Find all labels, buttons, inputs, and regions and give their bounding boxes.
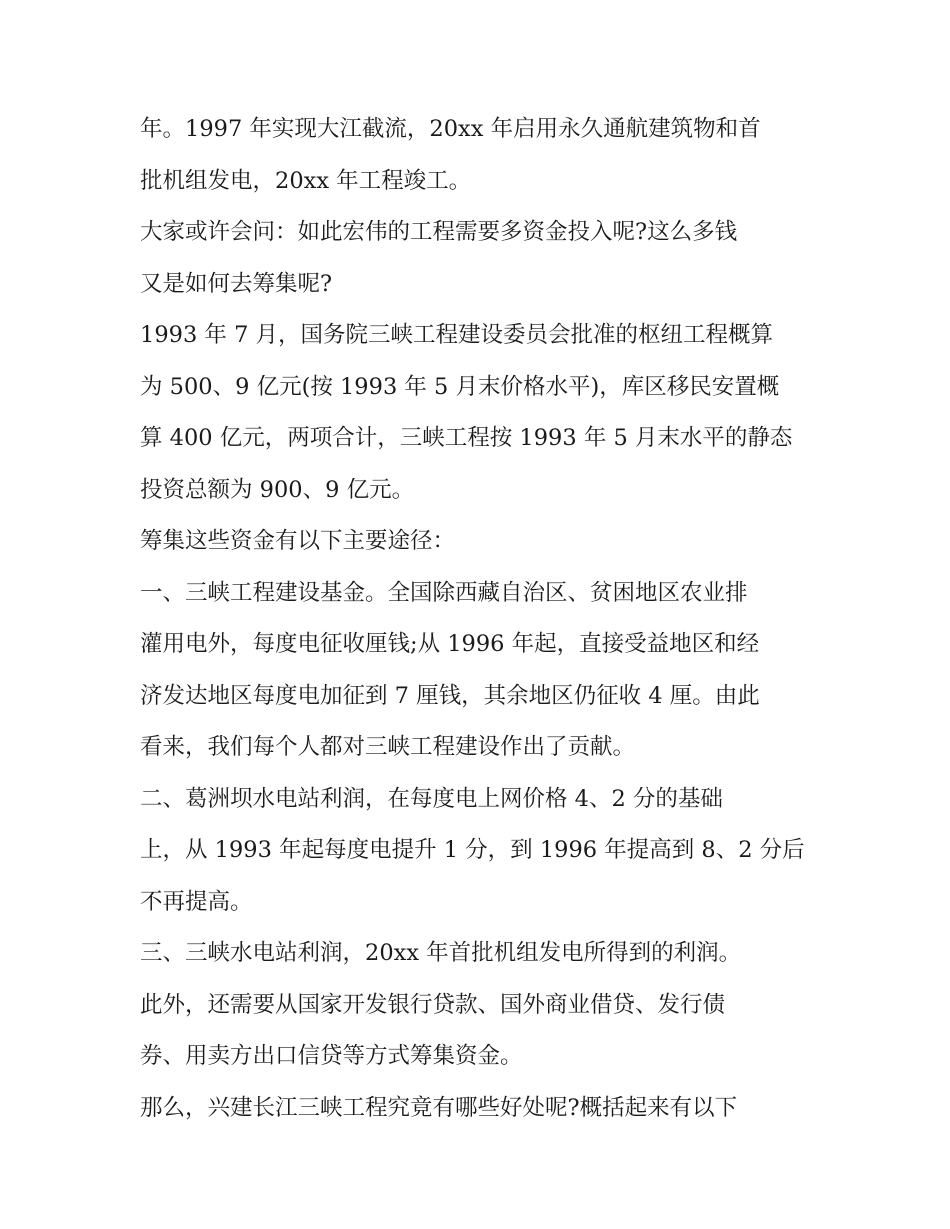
text-line: 大家或许会问：如此宏伟的工程需要多资金投入呢?这么多钱	[140, 219, 738, 245]
text-line: 又是如何去筹集呢?	[140, 270, 333, 297]
text-line: 上，从 1993 年起每度电提升 1 分，到 1996 年提高到 8、2 分后	[140, 837, 805, 863]
text-line: 三、三峡水电站利润，20xx 年首批机组发电所得到的利润。	[140, 940, 742, 966]
text-line: 二、葛洲坝水电站利润，在每度电上网价格 4、2 分的基础	[140, 785, 723, 812]
text-line: 那么，兴建长江三峡工程究竟有哪些好处呢?概括起来有以下	[140, 1094, 738, 1121]
text-line: 1993 年 7 月，国务院三峡工程建设委员会批准的枢纽工程概算	[140, 322, 774, 348]
text-line: 筹集这些资金有以下主要途径：	[140, 528, 456, 554]
text-line: 批机组发电，20xx 年工程竣工。	[140, 167, 472, 194]
text-line: 年。1997 年实现大江截流，20xx 年启用永久通航建筑物和首	[140, 116, 761, 142]
text-line: 此外，还需要从国家开发银行贷款、国外商业借贷、发行债	[140, 991, 726, 1018]
text-line: 为 500、9 亿元(按 1993 年 5 月末价格水平)，库区移民安置概	[140, 373, 780, 400]
text-line: 灌用电外，每度电征收厘钱;从 1996 年起，直接受益地区和经	[140, 631, 760, 657]
text-line: 投资总额为 900、9 亿元。	[140, 476, 415, 503]
text-line: 看来，我们每个人都对三峡工程建设作出了贡献。	[140, 734, 636, 760]
text-line: 济发达地区每度电加征到 7 厘钱，其余地区仍征收 4 厘。由此	[140, 682, 760, 709]
document-body	[140, 104, 820, 1134]
text-line: 算 400 亿元，两项合计，三峡工程按 1993 年 5 月末水平的静态	[140, 425, 793, 451]
text-line: 一、三峡工程建设基金。全国除西藏自治区、贫困地区农业排	[140, 579, 748, 606]
text-line: 券、用卖方出口信贷等方式筹集资金。	[140, 1043, 523, 1069]
text-line: 不再提高。	[140, 888, 253, 915]
